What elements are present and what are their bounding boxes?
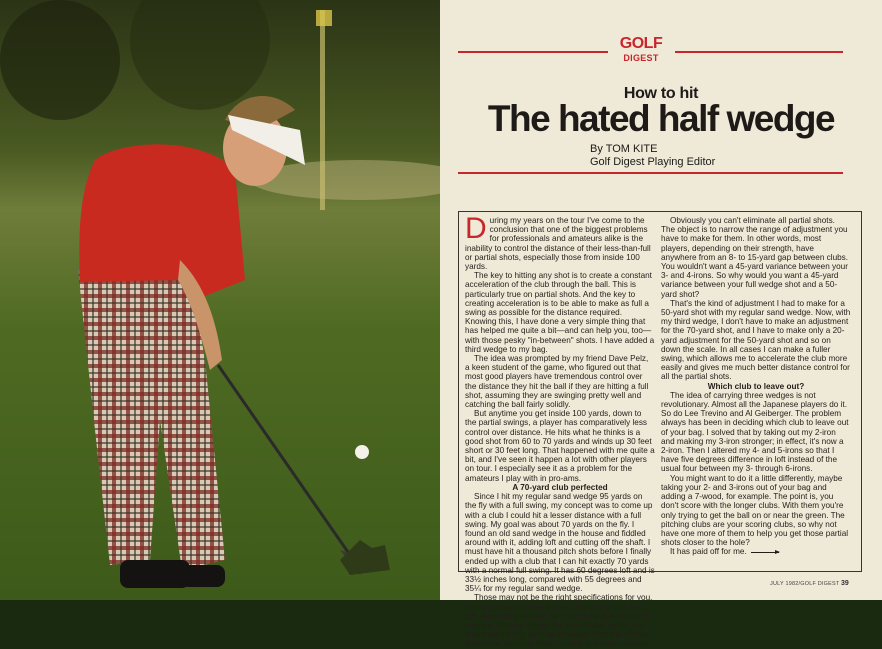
article-page bbox=[440, 0, 882, 649]
paragraph: That's the kind of adjustment I had to make for a 50-yard shot with my regular sand wedge. Now, with my third wedge, I don't have to make an adjustment for the 70-yard shot, and I have to make only a 20-yard adjustment for the 50-yard shot and so on down the scale. In all cases I can make a fuller swing, which allows me to accelerate the club more easily and gives me much better distance control for all the partial shots. bbox=[661, 298, 851, 382]
golfer-photo bbox=[0, 0, 440, 600]
headline: The hated half wedge bbox=[487, 98, 835, 139]
kicker: How to hit bbox=[623, 85, 699, 102]
paragraph: The idea was prompted by my friend Dave Pelz, a keen student of the game, who figured out that most good players have tremendous control over the distance they hit the ball if they are hitting a full shot, assuming they are swinging pretty well and catching the ball fairly solidly. bbox=[465, 354, 649, 410]
subhead: A 70-yard club perfected bbox=[512, 482, 608, 492]
paragraph: Since I hit my regular sand wedge 95 yards on the fly with a full swing, my concept was to come up with a club I could hit a lesser distance with a full swing. My goal was about 70 yards on the fly. I found an old sand wedge in the house and fiddled around with it, adding loft and cutting off the shaft. I must have hit a thousand pitch shots before I finally ended up with a club that I can hit exactly 70 yards with a normal full swing. It has 60 degrees loft and is 33½ inches long, compared with 55 degrees and 35¼ for my regular sand wedge. bbox=[465, 492, 655, 594]
top-rule-left bbox=[458, 51, 608, 53]
paragraph: You might want to do it a little differently, maybe taking your 2- and 3-irons out of your bag and adding a 7-wood, for example. The point is, you don't score with the longer clubs. With them you're only trying to get the ball on or near the green. The pitching clubs are your scoring clubs, so why not have one more of them to help you get those partial shots closer to the hole? bbox=[661, 473, 849, 548]
golf-digest-logo bbox=[610, 37, 672, 65]
subhead: Which club to leave out? bbox=[707, 381, 805, 391]
paragraph: Obviously you can't eliminate all partial shots. The object is to narrow the range of adjustment you have to make for them. In other words, most players, depending on their strength, have anywhere from an 8- to 15-yard gap between clubs. You wouldn't want a 45-yard variance between your 3- and 4-irons. So why would you want a 45-yard variance between your full wedge shot and a 50-yard shot? bbox=[661, 216, 849, 299]
paragraph: Those may not be the right specifications for you. You might want a little longer club with a little less loft, depending on how far you hit the ball. If you hit only the pitching wedge for your partial shots, you might want to try your sand wedge from the shorter distances, which in effect is adding another wedge. bbox=[465, 593, 653, 649]
page-number: 39 bbox=[841, 580, 849, 587]
closing-text: It has paid off for me. bbox=[670, 547, 747, 557]
dropcap: D bbox=[465, 212, 487, 245]
byline-title: Golf Digest Playing Editor bbox=[590, 156, 716, 168]
byline bbox=[590, 143, 715, 169]
paragraph: But anytime you get inside 100 yards, down to the partial swings, a player has comparatively less control over distance. He hits what he thinks is a good shot from 60 to 70 yards and winds up 30 feet short or 30 feet long. That happened with me quite a bit, and I've seen it happen a lot with other players on tour. I especially see it as a problem for the amateurs I play with in pro-ams. bbox=[465, 409, 655, 483]
logo-line2: DIGEST bbox=[623, 53, 659, 63]
paragraph bbox=[661, 547, 851, 556]
byline-rule bbox=[458, 172, 843, 174]
issue-footer: JULY 1982/GOLF DIGEST bbox=[770, 581, 840, 587]
paragraph-text: uring my years on the tour I've come to the conclusion that one of the biggest problems for professionals and amateurs alike is the inability to control the distance of their less-than-full or partial shots, especially those from inside 100 yards. bbox=[465, 216, 651, 272]
end-arrow-icon bbox=[751, 552, 779, 553]
column-right bbox=[661, 216, 851, 557]
paragraph bbox=[465, 212, 655, 272]
paragraph: The idea of carrying three wedges is not revolutionary. Almost all the Japanese players do it. So do Lee Trevino and Al Geiberger. The problem always has been in deciding which club to leave out of your bag. I solved that by taking out my 2-iron and making my 3-iron stronger; in effect, it's now a 2-iron. Then I altered my 4- and 5-irons so that I have five degrees difference in loft instead of the usual four between my 3- through 6-irons. bbox=[661, 390, 849, 474]
column-left bbox=[465, 212, 655, 649]
paragraph: The key to hitting any shot is to create a constant acceleration of the club through the ball. This is particularly true on partial shots. And the key to creating acceleration is to be able to make as full a swing as possible for the distance required. Knowing this, I have done a very simple thing that has helped me quite a bit—and can help you, too—with those pesky "in-between" shots. I have added a third wedge to my bag. bbox=[465, 271, 655, 354]
byline-author: By TOM KITE bbox=[590, 143, 658, 155]
logo-line1: GOLF bbox=[619, 35, 663, 52]
top-rule-right bbox=[675, 51, 843, 53]
